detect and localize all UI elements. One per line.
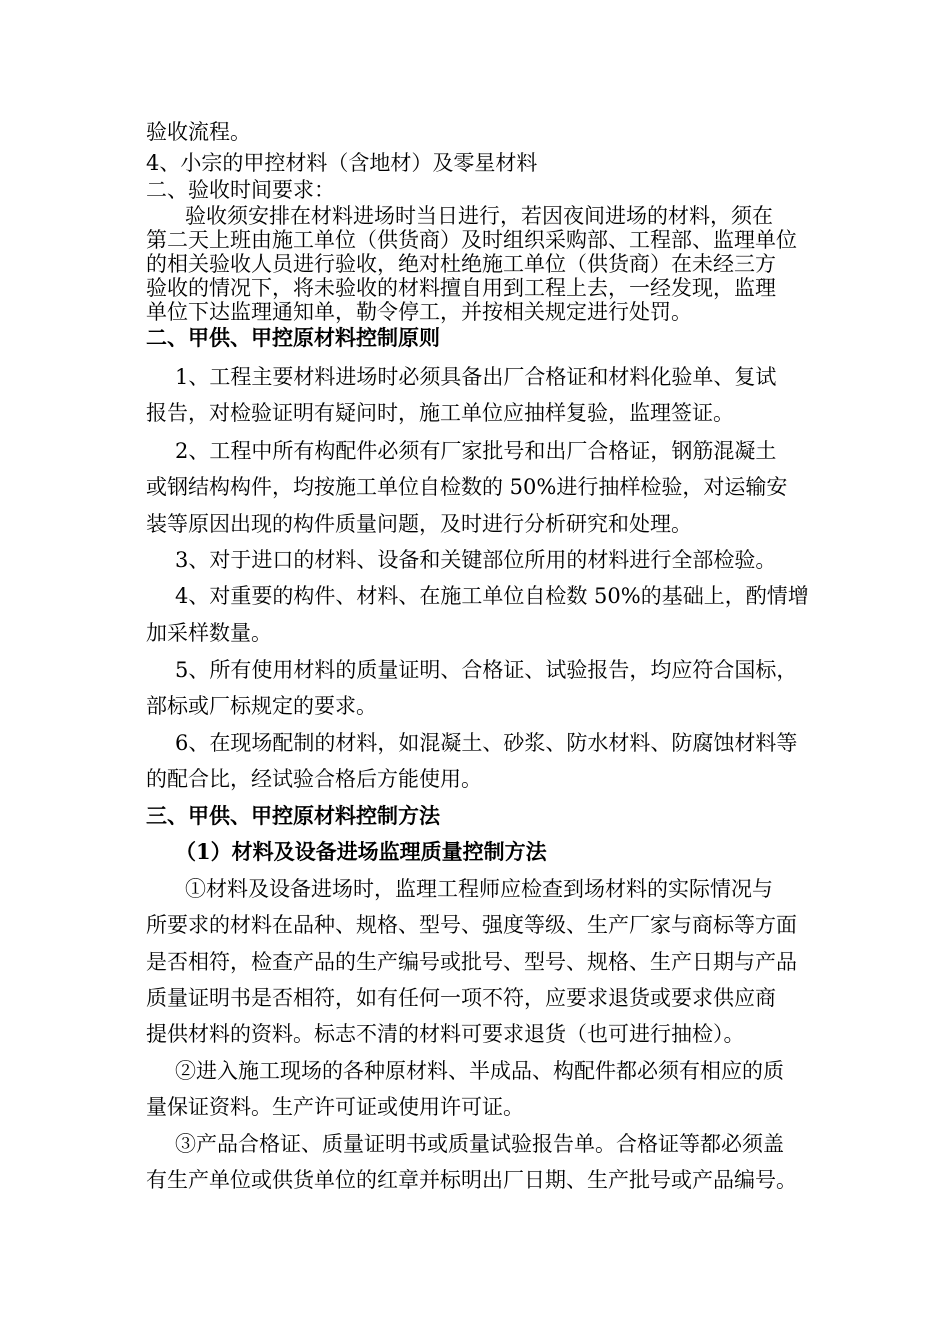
paragraph-line: ②进入施工现场的各种原材料、半成品、构配件都必须有相应的质 — [175, 1059, 784, 1083]
paragraph-line: 2、工程中所有构配件必须有厂家批号和出厂合格证，钢筋混凝土 — [175, 439, 777, 463]
paragraph-line: 提供材料的资料。标志不清的材料可要求退货（也可进行抽检）。 — [146, 1022, 745, 1046]
paragraph-line: 所要求的材料在品种、规格、型号、强度等级、生产厂家与商标等方面 — [146, 913, 797, 937]
paragraph-line: 是否相符，检查产品的生产编号或批号、型号、规格、生产日期与产品 — [146, 950, 797, 974]
paragraph-line: 单位下达监理通知单，勒令停工，并按相关规定进行处罚。 — [146, 300, 692, 324]
paragraph-line: ③产品合格证、质量证明书或质量试验报告单。合格证等都必须盖 — [175, 1132, 784, 1156]
paragraph-line: 质量证明书是否相符，如有任何一项不符，应要求退货或要求供应商 — [146, 986, 776, 1010]
paragraph-line: 量保证资料。生产许可证或使用许可证。 — [146, 1095, 524, 1119]
paragraph-line: 报告，对检验证明有疑问时，施工单位应抽样复验，监理签证。 — [146, 401, 734, 425]
paragraph-line: 或钢结构构件，均按施工单位自检数的 50%进行抽样检验，对运输安 — [146, 475, 788, 499]
paragraph-line: ①材料及设备进场时，监理工程师应检查到场材料的实际情况与 — [185, 877, 773, 901]
paragraph-line: 加采样数量。 — [146, 621, 272, 645]
section-heading: 二、验收时间要求： — [146, 178, 335, 202]
paragraph-line: 的配合比，经试验合格后方能使用。 — [146, 767, 482, 791]
paragraph-line: 5、所有使用材料的质量证明、合格证、试验报告，均应符合国标， — [175, 658, 798, 682]
paragraph-line: 3、对于进口的材料、设备和关键部位所用的材料进行全部检验。 — [175, 548, 777, 572]
text-line: 验收流程。 — [146, 120, 251, 144]
paragraph-line: 验收须安排在材料进场时当日进行，若因夜间进场的材料，须在 — [185, 204, 773, 228]
paragraph-line: 1、工程主要材料进场时必须具备出厂合格证和材料化验单、复试 — [175, 365, 777, 389]
paragraph-line: 4、对重要的构件、材料、在施工单位自检数 50%的基础上，酌情增 — [175, 584, 809, 608]
paragraph-line: 部标或厂标规定的要求。 — [146, 694, 377, 718]
list-item-heading: 4、小宗的甲控材料（含地材）及零星材料 — [146, 151, 538, 175]
paragraph-line: 的相关验收人员进行验收，绝对杜绝施工单位（供货商）在未经三方 — [146, 252, 776, 276]
subsection-heading: （1）材料及设备进场监理质量控制方法 — [175, 839, 547, 864]
paragraph-line: 装等原因出现的构件质量问题，及时进行分析研究和处理。 — [146, 512, 692, 536]
section-heading: 三、甲供、甲控原材料控制方法 — [146, 803, 440, 828]
paragraph-line: 第二天上班由施工单位（供货商）及时组织采购部、工程部、监理单位 — [146, 228, 797, 252]
section-heading: 二、甲供、甲控原材料控制原则 — [146, 325, 440, 350]
paragraph-line: 有生产单位或供货单位的红章并标明出厂日期、生产批号或产品编号。 — [146, 1168, 797, 1192]
paragraph-line: 6、在现场配制的材料，如混凝土、砂浆、防水材料、防腐蚀材料等 — [175, 731, 798, 755]
paragraph-line: 验收的情况下，将未验收的材料擅自用到工程上去，一经发现，监理 — [146, 276, 776, 300]
